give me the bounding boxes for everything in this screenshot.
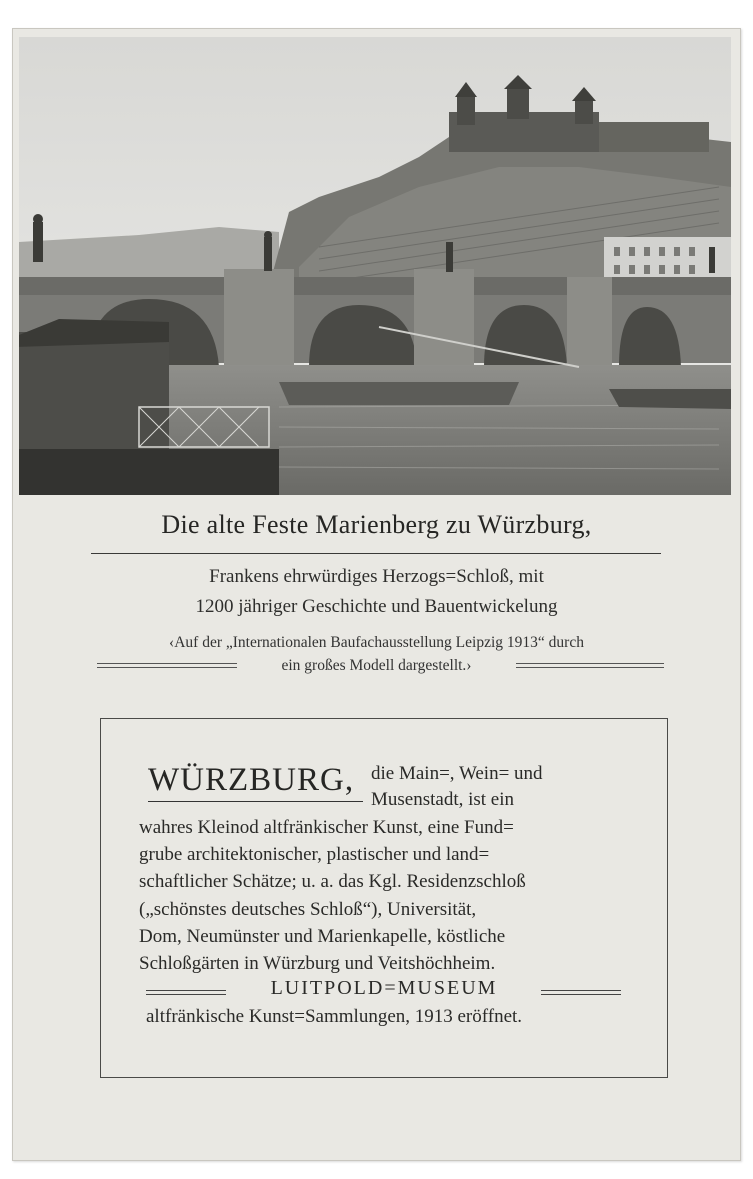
divider-right (516, 663, 664, 668)
photo-fortress-bridge (19, 37, 731, 495)
box-line-7: Dom, Neumünster und Marienkapelle, köstliche (139, 926, 506, 947)
headword-underline (148, 801, 363, 802)
note-line-2: ein großes Modell dargestellt.› (281, 657, 472, 674)
postcard (12, 28, 741, 1161)
title-underline (91, 553, 661, 554)
note-line-1: ‹Auf der „Internationalen Baufachausstellung Leipzig 1913“ durch (169, 634, 584, 651)
museum-rule-right (541, 990, 621, 995)
subtitle-line-2: 1200 jähriger Geschichte und Bauentwickelung (195, 596, 558, 617)
box-line-3: wahres Kleinod altfränkischer Kunst, eine Fund= (139, 817, 514, 838)
box-last-line: altfränkische Kunst=Sammlungen, 1913 eröffnet. (146, 1006, 523, 1027)
box-headword: WÜRZBURG, (148, 762, 355, 798)
box-line-4: grube architektonischer, plastischer und land= (139, 844, 490, 865)
info-box (100, 718, 668, 1078)
box-line-5: schaftlicher Schätze; u. a. das Kgl. Residenzschloß (139, 871, 526, 892)
box-line-6: („schönstes deutsches Schloß“), Universität, (139, 899, 477, 920)
box-line-2: Musenstadt, ist ein (371, 789, 515, 810)
bridge-illustration (19, 37, 731, 495)
page-title: Die alte Feste Marienberg zu Würzburg, (161, 510, 592, 539)
subtitle-line-1: Frankens ehrwürdiges Herzogs=Schloß, mit (209, 566, 544, 587)
museum-name: LUITPOLD=MUSEUM (270, 977, 498, 999)
box-line-1: die Main=, Wein= und (371, 763, 543, 784)
box-line-8: Schloßgärten in Würzburg und Veitshöchheim. (139, 953, 496, 974)
